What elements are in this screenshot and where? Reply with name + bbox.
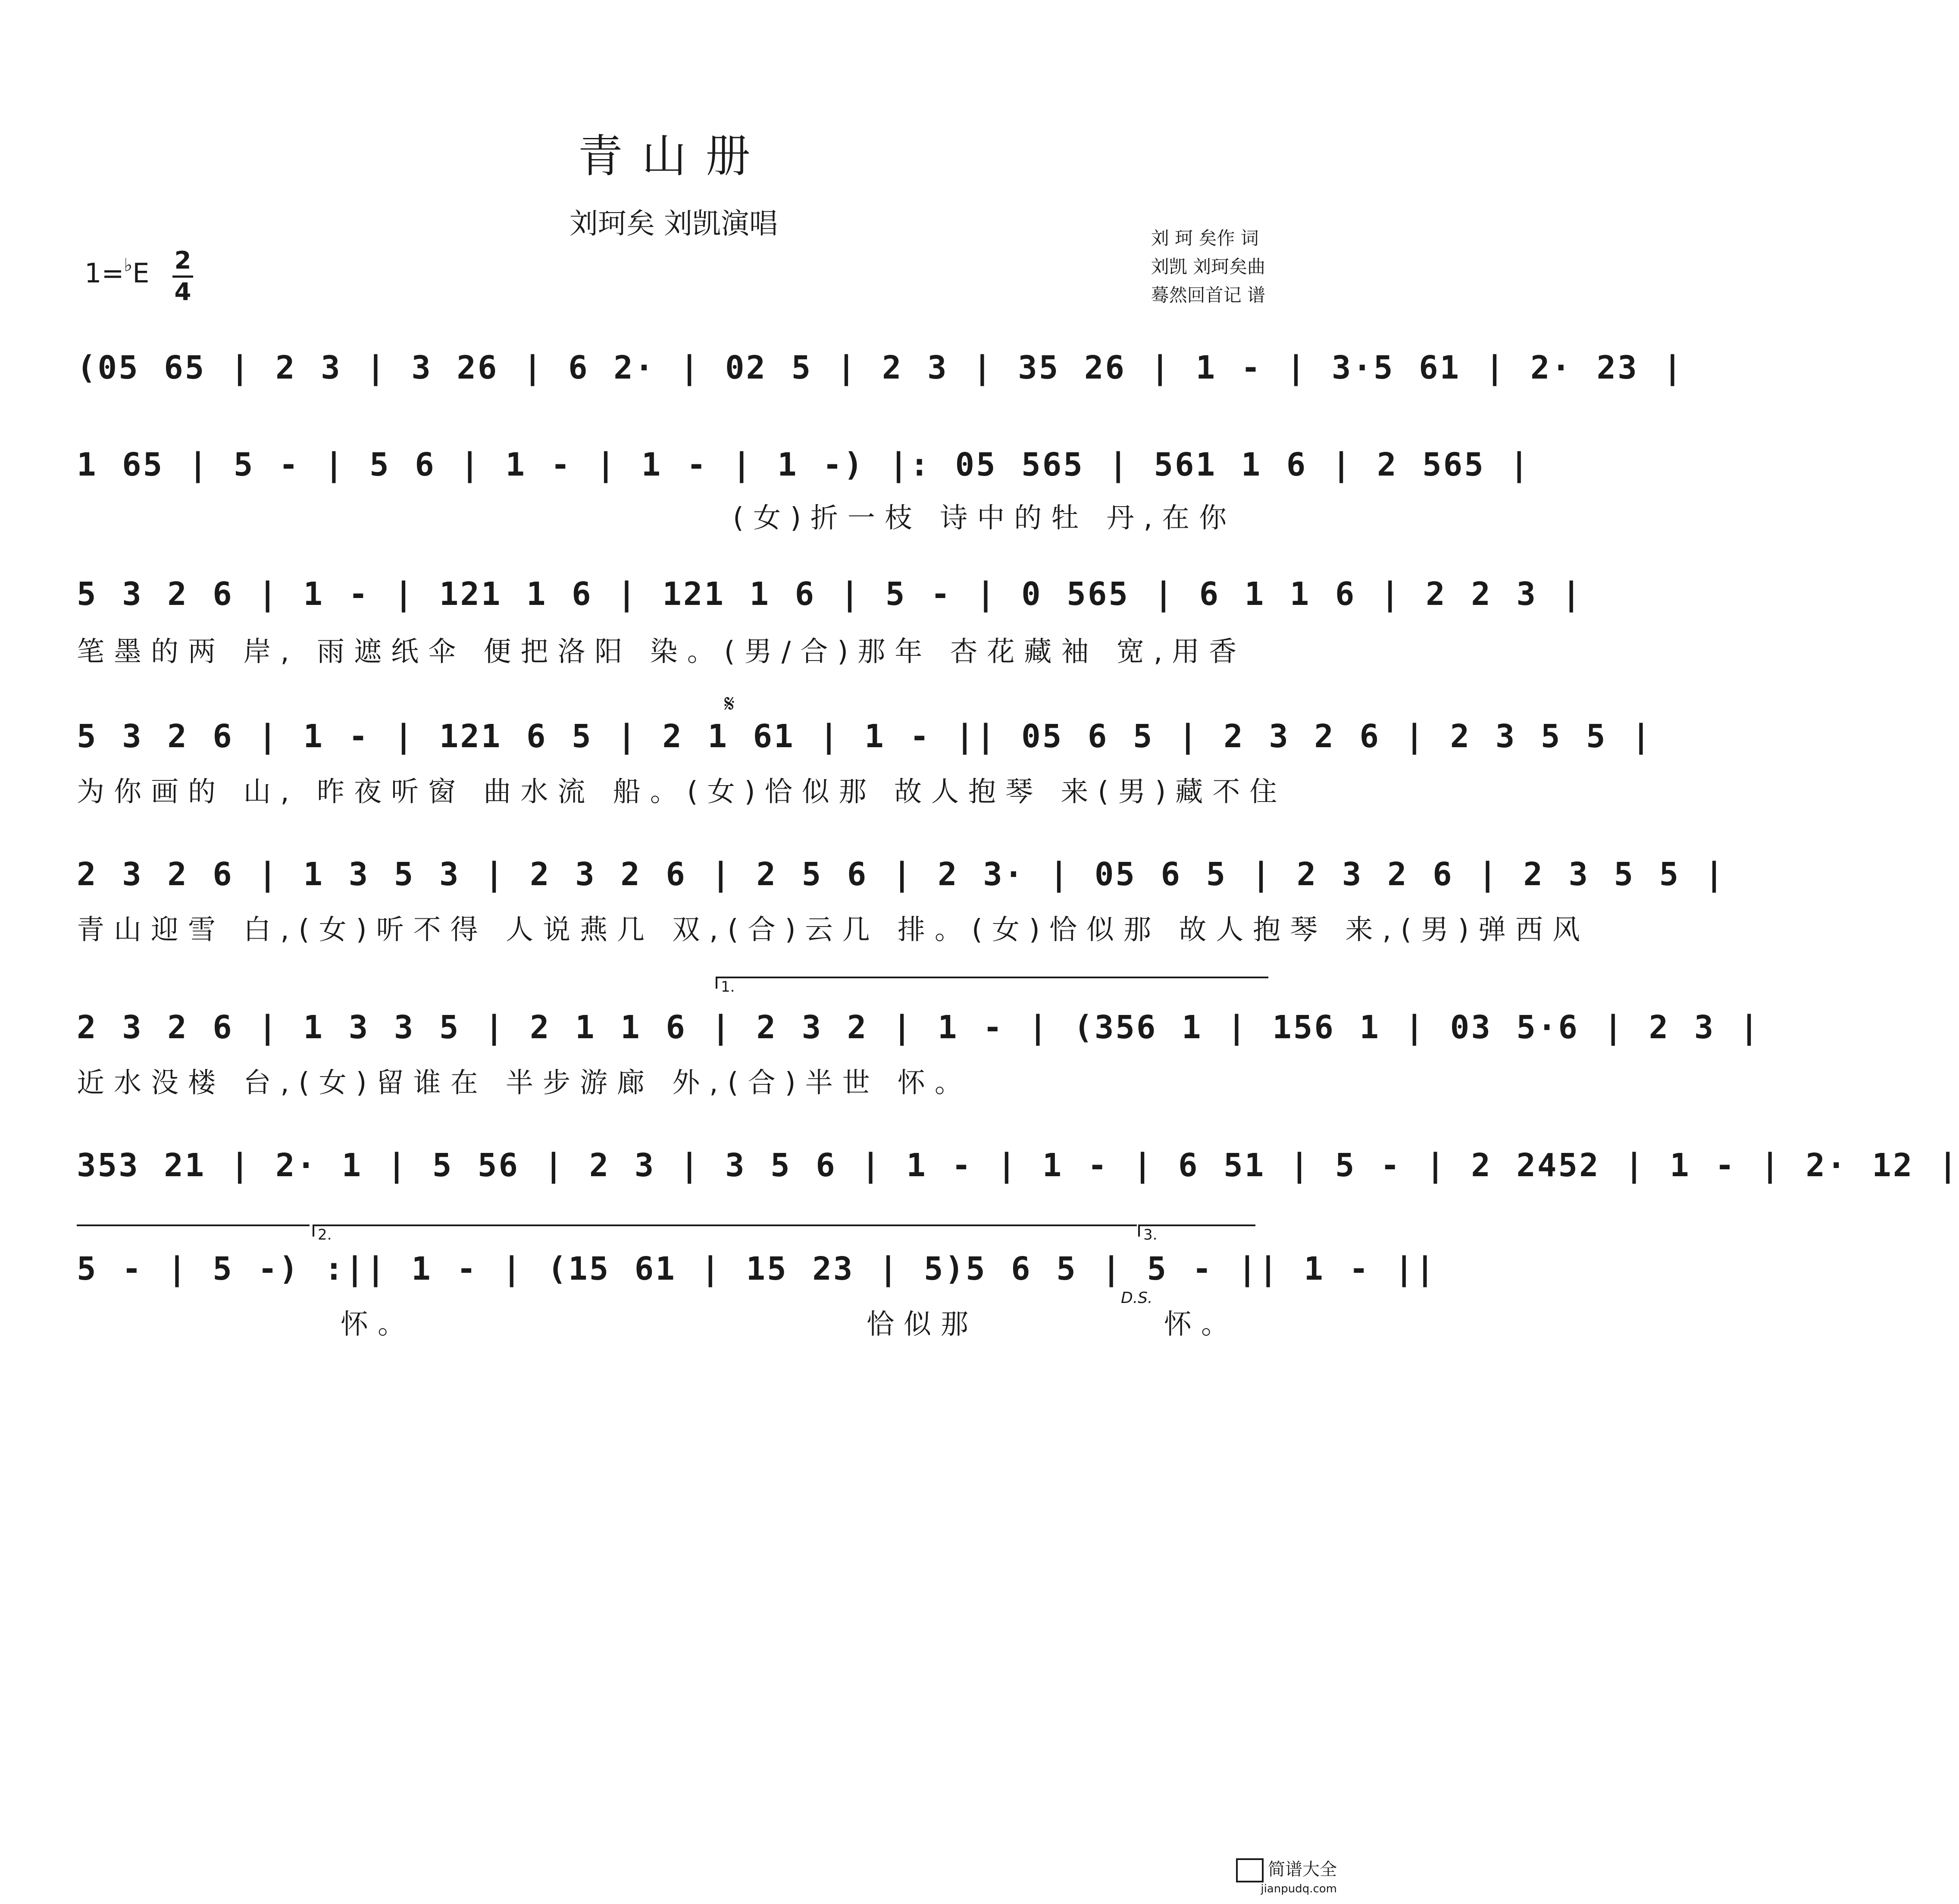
staff-4-notes: 5 3 2 6 | 1 - | 121 6 5 | 2 1 61 | 1 - || 05 6 5 | 2 3 2 6 | 2 3 5 5 | — [77, 718, 1652, 755]
watermark-name: 简谱大全 — [1268, 1860, 1337, 1879]
volta-1-continuation — [77, 1224, 310, 1226]
composer-credit: 刘凯 刘珂矣曲 — [1151, 256, 1265, 277]
staff-8-lyrics-left: 怀。 — [341, 1309, 415, 1340]
time-numerator: 2 — [174, 247, 191, 275]
page-title: 青山册 — [578, 130, 770, 182]
performers: 刘珂矣 刘凯演唱 — [570, 207, 778, 240]
credits — [1151, 224, 1265, 310]
staff-3-notes: 5 3 2 6 | 1 - | 121 1 6 | 121 1 6 | 5 - | 0 565 | 6 1 1 6 | 2 2 3 | — [77, 576, 1583, 613]
volta-3: 3. — [1138, 1224, 1255, 1237]
staff-6-lyrics: 近水没楼 台,(女)留谁在 半步游廊 外,(合)半世 怀。 — [77, 1067, 972, 1099]
volta-2: 2. — [313, 1224, 1137, 1237]
key-signature — [84, 254, 149, 289]
transcriber-credit: 蓦然回首记 谱 — [1151, 285, 1265, 306]
staff-3-lyrics: 笔墨的两 岸, 雨遮纸伞 便把洛阳 染。(男/合)那年 杏花藏袖 宽,用香 — [77, 636, 1246, 668]
staff-8-notes: 5 - | 5 -) :|| 1 - | (15 61 | 15 23 | 5)5 6 5 | 5 - || 1 - || — [77, 1250, 1436, 1287]
time-denominator: 4 — [174, 278, 191, 306]
watermark-site: jianpudq.com — [1261, 1882, 1337, 1895]
time-signature — [172, 248, 193, 305]
lyricist-credit: 刘 珂 矣作 词 — [1151, 228, 1259, 249]
staff-5-notes: 2 3 2 6 | 1 3 5 3 | 2 3 2 6 | 2 5 6 | 2 3· | 05 6 5 | 2 3 2 6 | 2 3 5 5 | — [77, 856, 1726, 893]
segno-icon: 𝄋 — [724, 690, 735, 718]
staff-7-notes: 353 21 | 2· 1 | 5 56 | 2 3 | 3 5 6 | 1 - | 1 - | 6 51 | 5 - | 2 2452 | 1 - | 2· 12 | — [77, 1147, 1959, 1184]
staff-5-lyrics: 青山迎雪 白,(女)听不得 人说燕几 双,(合)云几 排。(女)恰似那 故人抱琴 来,(男)弹西风 — [77, 914, 1590, 946]
staff-8-lyrics-mid: 恰似那 — [867, 1309, 978, 1340]
staff-2-notes: 1 65 | 5 - | 5 6 | 1 - | 1 - | 1 -) |: 05 565 | 561 1 6 | 2 565 | — [77, 446, 1530, 483]
flat-icon: ♭ — [124, 254, 133, 276]
time-divider — [172, 276, 193, 278]
volta-1: 1. — [716, 977, 1268, 989]
staff-2-lyrics: (女)折一枝 诗中的牡 丹,在你 — [733, 502, 1236, 534]
piano-logo-icon — [1236, 1858, 1264, 1882]
dal-segno-mark: D.S. — [1121, 1289, 1153, 1307]
staff-8-lyrics-right: 怀。 — [1164, 1309, 1238, 1340]
key-note: E — [132, 257, 150, 289]
staff-6-notes: 2 3 2 6 | 1 3 3 5 | 2 1 1 6 | 2 3 2 | 1 - | (356 1 | 156 1 | 03 5·6 | 2 3 | — [77, 1009, 1761, 1046]
watermark-logo — [1236, 1856, 1337, 1895]
staff-4-lyrics: 为你画的 山, 昨夜听窗 曲水流 船。(女)恰似那 故人抱琴 来(男)藏不住 — [77, 776, 1287, 808]
key-prefix: 1= — [84, 257, 124, 289]
staff-1-notes: (05 65 | 2 3 | 3 26 | 6 2· | 02 5 | 2 3 | 35 26 | 1 - | 3·5 61 | 2· 23 | — [77, 349, 1684, 386]
